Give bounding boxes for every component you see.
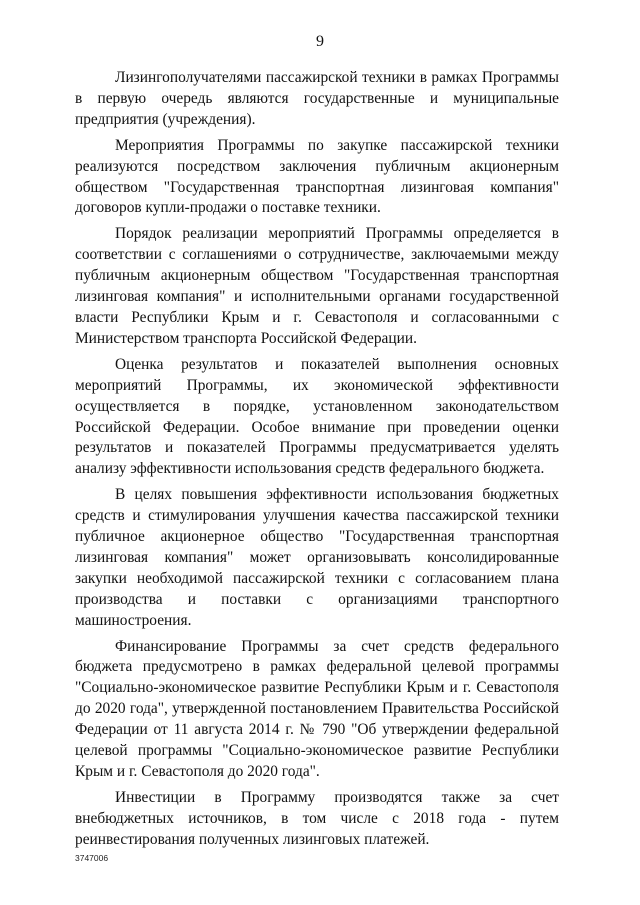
paragraph-evaluation: Оценка результатов и показателей выполнения основных мероприятий Программы, их экономической эффективности осуществляется в порядке, установленном законодательством Российской Федерации. Особое внимание при проведении оценки результатов и показателей Программы предусматривается уделять анализу эффективности использования средств федерального бюджета. bbox=[75, 355, 559, 478]
document-body bbox=[75, 68, 559, 856]
paragraph-investments: Инвестиции в Программу производятся также за счет внебюджетных источников, в том числе с 2018 года - путем реинвестирования полученных лизинговых платежей. bbox=[75, 788, 559, 848]
paragraph-implementation-order: Порядок реализации мероприятий Программы определяется в соответствии с соглашениями о сотрудничестве, заключаемыми между публичным акционерным обществом "Государственная транспортная лизинговая компания" и исполнительными органами государственной власти Республики Крым и г. Севастополя и согласованными с Министерством транспорта Российской Федерации. bbox=[75, 225, 559, 347]
document-code: 3747006 bbox=[75, 853, 109, 863]
page-number: 9 bbox=[316, 33, 324, 50]
paragraph-federal-financing: Финансирование Программы за счет средств федерального бюджета предусмотрено в рамках федеральной целевой программы "Социально-экономическое развитие Республики Крым и г. Севастополя до 2020 года", утвержденной постановлением Правительства Российской Федерации от 11 августа 2014 г. № 790 "Об утверждении федеральной целевой программы "Социально-экономическое развитие Республики Крым и г. Севастополя до 2020 года". bbox=[75, 637, 559, 780]
paragraph-lessees: Лизингополучателями пассажирской техники в рамках Программы в первую очередь являются государственные и муниципальные предприятия (учреждения). bbox=[75, 69, 559, 128]
paragraph-budget-efficiency: В целях повышения эффективности использования бюджетных средств и стимулирования улучшения качества пассажирской техники публичное акционерное общество "Государственная транспортная лизинговая компания" может организовывать консолидированные закупки необходимой пассажирской техники с согласованием плана производства и поставки с организациями транспортного машиностроения. bbox=[75, 486, 559, 629]
paragraph-procurement: Мероприятия Программы по закупке пассажирской техники реализуются посредством заключения публичным акционерным обществом "Государственная транспортная лизинговая компания" договоров купли-продажи о поставке техники. bbox=[75, 136, 559, 217]
